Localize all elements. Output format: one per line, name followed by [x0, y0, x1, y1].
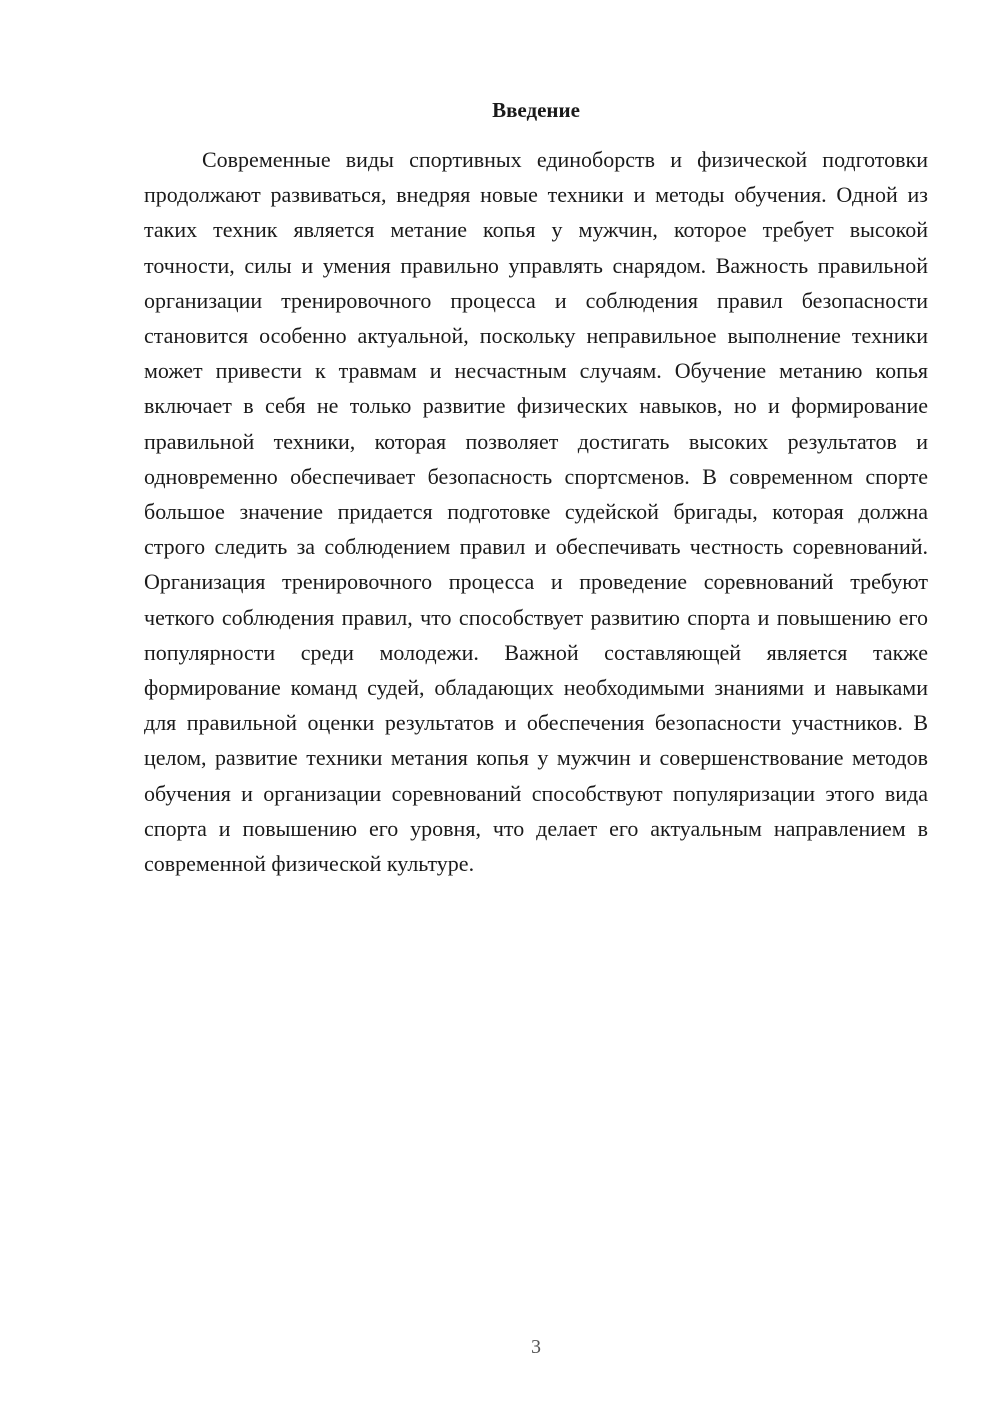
page-number: 3 [531, 1336, 541, 1358]
body-paragraph: Современные виды спортивных единоборств и физической подготовки продолжают развиваться, внедряя новые техники и методы обучения. Одной из таких техник является метание копья у мужчин, которое требует высокой точности, силы и умения правильно управлять снарядом. Важность правильной организации тренировочного процесса и соблюдения правил безопасности становится особенно актуальной, поскольку неправильное выполнение техники может привести к травмам и несчастным случаям. Обучение метанию копья включает в себя не только развитие физических навыков, но и формирование правильной техники, которая позволяет достигать высоких результатов и одновременно обеспечивает безопасность спортсменов. В современном спорте большое значение придается подготовке судейской бригады, которая должна строго следить за соблюдением правил и обеспечивать честность соревнований. Организация тренировочного процесса и проведение соревнований требуют четкого соблюдения правил, что способствует развитию спорта и повышению его популярности среди молодежи. Важной составляющей является также формирование команд судей, обладающих необходимыми знаниями и навыками для правильной оценки результатов и обеспечения безопасности участников. В целом, развитие техники метания копья у мужчин и совершенствование методов обучения и организации соревнований способствуют популяризации этого вида спорта и повышению его уровня, что делает его актуальным направлением в современной физической культуре. [144, 147, 928, 877]
section-heading: Введение [492, 98, 580, 122]
